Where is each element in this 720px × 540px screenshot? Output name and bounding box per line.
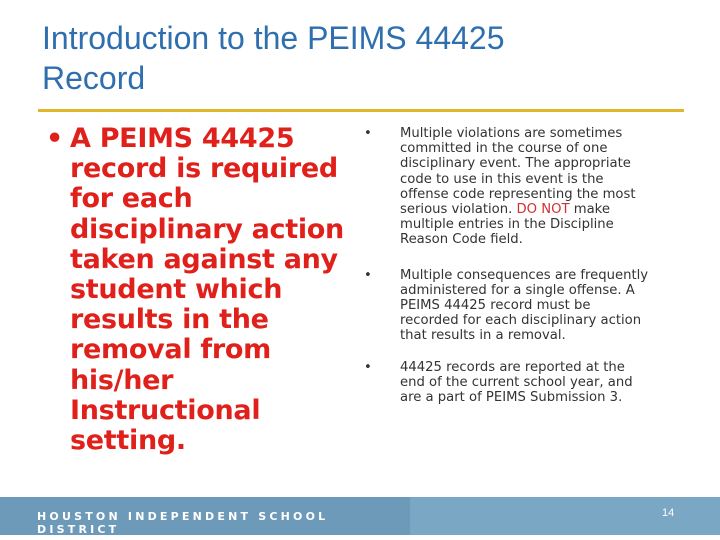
main-bullet-line: removal from	[70, 334, 271, 366]
sub-bullet-consequences	[362, 268, 692, 344]
sub-bullet-violations	[362, 126, 692, 248]
sub-bullet-text	[400, 126, 692, 248]
main-bullet-line: for each	[70, 183, 193, 215]
main-bullet-text	[70, 124, 356, 456]
emph-suffix: make	[569, 202, 610, 218]
title-divider	[38, 109, 684, 112]
sub-bullet-text	[400, 360, 692, 406]
main-bullet-line: A PEIMS 44425	[70, 123, 295, 154]
title-line: Introduction to the PEIMS 44425	[42, 20, 505, 56]
sub-bullet-text	[400, 268, 692, 344]
page-number: 14	[662, 507, 675, 519]
sub-bullet-line: Multiple violations are sometimes	[400, 126, 623, 141]
do-not-emphasis: DO NOT	[516, 202, 570, 218]
bullet-dot: •	[364, 359, 372, 375]
sub-bullet-line: PEIMS 44425 record must be	[400, 298, 591, 314]
sub-bullet-line: end of the current school year, and	[400, 374, 633, 390]
title-line: Record	[42, 60, 146, 96]
sub-bullet-line	[400, 202, 692, 217]
bullet-dot: •	[364, 126, 372, 141]
district-name: HOUSTON INDEPENDENT SCHOOL DISTRICT	[37, 510, 329, 536]
sub-bullet-line: Multiple consequences are frequently	[400, 267, 649, 283]
sub-bullet-line: committed in the course of one	[400, 141, 608, 157]
main-bullet-line: results in the	[70, 304, 269, 336]
sub-bullet-line: are a part of PEIMS Submission 3.	[400, 390, 623, 406]
main-bullet-line: setting.	[70, 425, 186, 457]
sub-bullet-line: disciplinary event. The appropriate	[400, 156, 631, 172]
footer-bar	[0, 497, 720, 535]
sub-bullet-list	[362, 126, 692, 405]
sub-bullet-line: administered for a single offense. A	[400, 282, 635, 298]
main-bullet-line: his/her	[70, 364, 174, 396]
main-bullet-line: disciplinary action	[70, 213, 344, 245]
sub-bullet-line: 44425 records are reported at the	[400, 359, 625, 375]
main-bullet-line: record is required	[70, 153, 338, 185]
main-bullet-line: taken against any	[70, 243, 338, 275]
main-bullet	[46, 124, 356, 456]
main-bullet-line: student which	[70, 274, 283, 306]
sub-bullet-reporting	[362, 360, 692, 406]
bullet-dot: •	[46, 123, 64, 154]
main-bullet-line: Instructional	[70, 394, 261, 426]
sub-bullet-line: recorded for each disciplinary action	[400, 313, 642, 329]
sub-bullet-line: that results in a removal.	[400, 328, 566, 344]
sub-bullet-line: multiple entries in the Discipline	[400, 217, 614, 233]
footer-district-band	[0, 497, 410, 535]
sub-bullet-line: code to use in this event is the	[400, 171, 604, 187]
sub-bullet-line: Reason Code field.	[400, 232, 523, 248]
bullet-dot: •	[364, 267, 372, 283]
sub-bullet-line: offense code representing the most	[400, 186, 636, 202]
emph-prefix: serious violation.	[400, 202, 517, 218]
slide-title	[42, 18, 682, 98]
